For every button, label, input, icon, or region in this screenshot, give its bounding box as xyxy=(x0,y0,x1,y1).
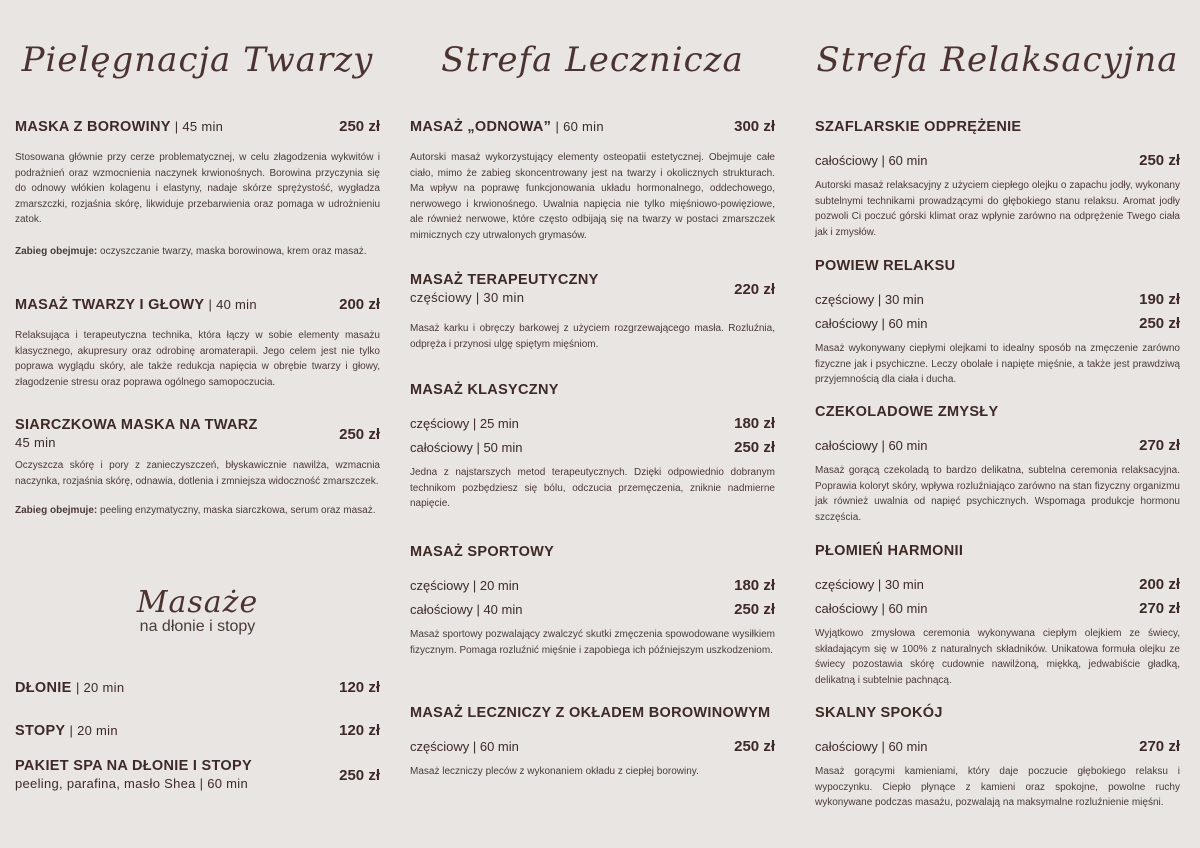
price-variant: częściowy | 20 min 180 zł xyxy=(410,577,775,594)
service-title: STOPY xyxy=(15,723,66,739)
service-title: MASAŻ TERAPEUTYCZNY xyxy=(410,272,599,288)
service-price: 250 zł xyxy=(339,766,380,784)
service-item xyxy=(815,118,1180,240)
service-price: 200 zł xyxy=(339,296,380,313)
service-title: POWIEW RELAKSU xyxy=(815,258,956,274)
service-duration: częściowy | 30 min xyxy=(410,290,525,305)
service-item xyxy=(15,296,380,390)
service-includes: Zabieg obejmuje: oczyszczanie twarzy, maska borowinowa, krem oraz masaż. xyxy=(15,245,367,257)
service-description: Masaż sportowy pozwalający zwalczyć skutki zmęczenia spowodowane wysiłkiem fizycznym. Pomaga rozluźnić mięśnie i zapobiega ich późniejszym uszkodzeniom. xyxy=(410,629,775,656)
column-pielegnacja-twarzy xyxy=(15,0,380,848)
service-description: Wyjątkowo zmysłowa ceremonia wykonywana ciepłym olejkiem ze świecy, składającym się w 100% z naturalnych składników. Unikatowa formuła olejku ze świecy pozostawia skórę cudownie nawilżoną, miękką, jedwabiście gładką, delikatną i subtelnie pachnącą. xyxy=(815,628,1180,686)
price-variant: całościowy | 40 min 250 zł xyxy=(410,601,775,618)
service-duration: | 45 min xyxy=(174,119,224,134)
price-variant: całościowy | 50 min 250 zł xyxy=(410,439,775,456)
service-title: MASAŻ KLASYCZNY xyxy=(410,382,559,398)
service-description: Relaksująca i terapeutyczna technika, która łączy w sobie elementy masażu klasycznego, akupresury oraz odrobinę aromaterapii. Jego celem jest nie tylko poprawa wyglądu skóry, ale także redukcja napięcia w obrębie twarzy i głowy, złagodzenie stresu oraz poprawa ogólnego samopoczucia. xyxy=(15,330,380,388)
service-item xyxy=(815,704,1180,811)
service-description: Masaż wykonywany ciepłymi olejkami to idealny sposób na zmęczenie zarówno fizyczne jak i psychiczne. Leczy obolałe i napięte mięśnie, a także jest prawdziwą przyjemnością dla ciała i ducha. xyxy=(815,343,1180,385)
service-description: Masaż karku i obręczy barkowej z użyciem rozgrzewającego masła. Rozluźnia, odpręża i przynosi ulgę spiętym mięśniom. xyxy=(410,323,775,350)
price-variant: częściowy | 30 min 190 zł xyxy=(815,291,1180,308)
service-title: MASAŻ LECZNICZY Z OKŁADEM BOROWINOWYM xyxy=(410,705,771,721)
price-variant: całościowy | 60 min 270 zł xyxy=(815,437,1180,454)
service-description: Autorski masaż wykorzystujący elementy osteopatii estetycznej. Obejmuje całe ciało, mimo że zabieg skoncentrowany jest na twarzy i okolicznych strukturach. Ma wpływ na poprawę funkcjonowania układu hormonalnego, oddechowego, nerwowego i krwionośnego. Uwalnia napięcia nie tylko mięśniowo-powięziowe, ale również nerwowe, które często odbijają się na twarzy w postaci zmarszczek mimicznych czy utrwalonych grymasów. xyxy=(410,152,775,241)
service-price: 120 zł xyxy=(339,722,380,739)
service-duration: | 40 min xyxy=(208,297,257,312)
service-duration: 45 min xyxy=(15,435,56,450)
service-item xyxy=(15,118,380,259)
service-price: 250 zł xyxy=(339,425,380,443)
service-price: 300 zł xyxy=(734,118,775,135)
service-title: SZAFLARSKIE ODPRĘŻENIE xyxy=(815,119,1022,135)
service-details: peeling, parafina, masło Shea | 60 min xyxy=(15,776,249,791)
service-item xyxy=(410,704,775,780)
section-heading: Strefa Relaksacyjna xyxy=(816,40,1179,80)
service-item xyxy=(15,416,380,519)
service-includes: Zabieg obejmuje: peeling enzymatyczny, maska siarczkowa, serum oraz masaż. xyxy=(15,505,376,516)
service-title: MASAŻ „ODNOWA” xyxy=(410,119,552,135)
service-title: MASAŻ SPORTOWY xyxy=(410,544,555,560)
service-item xyxy=(15,722,380,740)
service-price: 120 zł xyxy=(339,679,380,696)
section-subheading: na dłonie i stopy xyxy=(139,618,256,635)
section-heading: Pielęgnacja Twarzy xyxy=(21,40,374,80)
service-item xyxy=(815,257,1180,388)
service-item xyxy=(410,118,775,243)
price-variant: całościowy | 60 min 270 zł xyxy=(815,600,1180,617)
service-description: Masaż leczniczy pleców z wykonaniem okładu z ciepłej borowiny. xyxy=(410,766,699,777)
service-description: Jedna z najstarszych metod terapeutycznych. Dzięki odpowiednio dobranym technikom pozbędziesz się bólu, odczucia przemęczenia, zniknie nadmierne napięcie. xyxy=(410,467,775,509)
service-description: Autorski masaż relaksacyjny z użyciem ciepłego olejku o zapachu jodły, wykonany subtelnymi technikami prowadzącymi do głębokiego stanu relaksu. Aromat jodły pozwoli Ci poczuć górski klimat oraz wpłynie zarówno na odprężenie Twego ciała jak i zmysłów. xyxy=(815,180,1180,238)
price-variant: częściowy | 30 min 200 zł xyxy=(815,576,1180,593)
service-duration: | 60 min xyxy=(555,119,604,134)
section-heading: Strefa Lecznicza xyxy=(441,40,744,80)
price-variant: częściowy | 25 min 180 zł xyxy=(410,415,775,432)
service-item xyxy=(15,757,380,793)
service-duration: | 20 min xyxy=(75,680,125,695)
service-title: SIARCZKOWA MASKA NA TWARZ xyxy=(15,417,258,433)
service-description: Stosowana głównie przy cerze problematycznej, w celu złagodzenia wykwitów i podrażnień oraz wzmocnienia naczynek krwionośnych. Borowina przyczynia się do odnowy włókien kolagenu i elastyny, nadaje skórze sprężystość, wygładza zmarszczki, rozjaśnia skórę, likwiduje przebarwienia oraz pomaga w udrożnieniu zatok. xyxy=(15,152,380,225)
service-item xyxy=(410,543,775,658)
column-strefa-relaksacyjna xyxy=(815,0,1180,848)
service-title: SKALNY SPOKÓJ xyxy=(815,705,943,721)
service-description: Masaż gorącymi kamieniami, który daje poczucie głębokiego relaksu i wypoczynku. Ciepło płynące z kamieni oraz spokojne, powolne ruchy wykonywane podczas masażu, pozwalają na maksymalne rozluźnienie mięśni. xyxy=(815,766,1180,808)
price-variant: częściowy | 60 min 250 zł xyxy=(410,738,775,755)
service-item xyxy=(815,542,1180,688)
price-variant: całościowy | 60 min 250 zł xyxy=(815,315,1180,332)
service-item xyxy=(410,381,775,512)
service-title: CZEKOLADOWE ZMYSŁY xyxy=(815,404,999,420)
price-variant: całościowy | 60 min 270 zł xyxy=(815,738,1180,755)
section-heading-masaze: Masaże xyxy=(136,585,259,620)
service-price: 220 zł xyxy=(734,280,775,298)
service-duration: | 20 min xyxy=(69,723,118,738)
service-title: DŁONIE xyxy=(15,680,72,696)
price-variant: całościowy | 60 min 250 zł xyxy=(815,152,1180,169)
service-item xyxy=(410,271,775,352)
service-price: 250 zł xyxy=(339,118,380,135)
service-title: MASKA Z BOROWINY xyxy=(15,119,171,135)
service-item xyxy=(815,403,1180,525)
service-description: Masaż gorącą czekoladą to bardzo delikatna, subtelna ceremonia relaksacyjna. Poprawia koloryt skóry, wpływa rozluźniająco zarówno na stan fizyczny organizmu jak również uwalnia od napięć psychicznych. Wspomaga produkcje hormonu szczęścia. xyxy=(815,465,1180,523)
service-title: PŁOMIEŃ HARMONII xyxy=(815,543,964,559)
service-item xyxy=(15,679,380,697)
service-description: Oczyszcza skórę i pory z zanieczyszczeń, błyskawicznie nawilża, wzmacnia naczynka, rozjaśnia skórę, odnawia, dotlenia i zmniejsza widoczność zmarszczek. xyxy=(15,460,380,487)
column-strefa-lecznicza xyxy=(410,0,775,848)
service-title: MASAŻ TWARZY I GŁOWY xyxy=(15,297,205,313)
service-title: PAKIET SPA NA DŁONIE I STOPY xyxy=(15,758,252,774)
